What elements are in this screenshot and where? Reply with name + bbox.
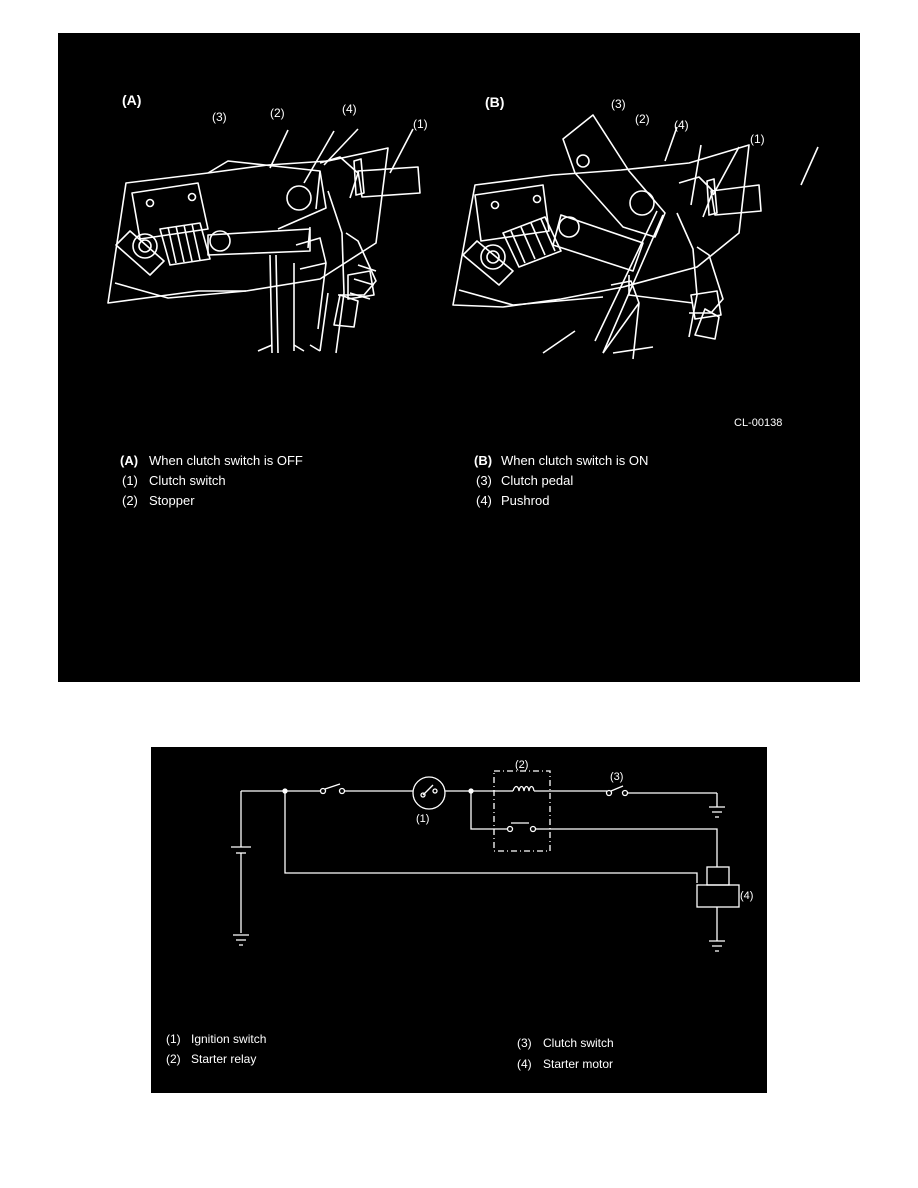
callout-a-1: (1) (413, 117, 428, 131)
legend-key: (4) (476, 493, 492, 508)
starter-relay-box (494, 771, 550, 851)
legend-text: Clutch pedal (501, 473, 574, 488)
view-a-drawing (108, 129, 420, 353)
view-b-drawing (453, 115, 818, 359)
view-a-label: (A) (122, 92, 142, 108)
legend-text: When clutch switch is ON (501, 453, 649, 468)
callout-a-2: (2) (270, 106, 285, 120)
figure-code: CL-00138 (734, 417, 783, 429)
legend-key: (2) (166, 1052, 181, 1066)
legend-key: (B) (474, 453, 493, 468)
legend-text: Pushrod (501, 493, 550, 508)
legend-key: (4) (517, 1057, 532, 1071)
clutch-pedal-illustrations (58, 33, 860, 682)
callout-3: (3) (610, 771, 624, 783)
callout-b-2: (2) (635, 112, 650, 126)
ignition-switch-symbol (413, 777, 445, 809)
view-b-label: (B) (485, 94, 505, 110)
legend-text: Clutch switch (149, 473, 226, 488)
legend-text: Starter relay (191, 1052, 257, 1066)
starter-motor-symbol (697, 867, 739, 951)
callout-b-3: (3) (611, 97, 626, 111)
callout-a-3: (3) (212, 110, 227, 124)
starter-circuit-figure (151, 747, 767, 1093)
ground-icon (233, 935, 249, 945)
legend-text: When clutch switch is OFF (149, 453, 303, 468)
legend-text: Stopper (149, 493, 195, 508)
legend-key: (2) (122, 493, 138, 508)
legend-key: (A) (120, 453, 139, 468)
callout-a-4: (4) (342, 102, 357, 116)
battery-symbol (231, 791, 251, 933)
callout-b-4: (4) (674, 118, 689, 132)
callout-4: (4) (740, 890, 754, 902)
callout-b-1: (1) (750, 132, 765, 146)
legend-text: Starter motor (543, 1057, 614, 1071)
legend-key: (1) (122, 473, 138, 488)
callout-1: (1) (416, 813, 430, 825)
clutch-switch-figure (58, 33, 860, 682)
callout-2: (2) (515, 759, 529, 771)
legend-text: Clutch switch (543, 1036, 614, 1050)
legend-key: (3) (476, 473, 492, 488)
legend-key: (1) (166, 1032, 181, 1046)
ground-icon (709, 807, 725, 817)
legend-key: (3) (517, 1036, 532, 1050)
legend-text: Ignition switch (191, 1032, 267, 1046)
